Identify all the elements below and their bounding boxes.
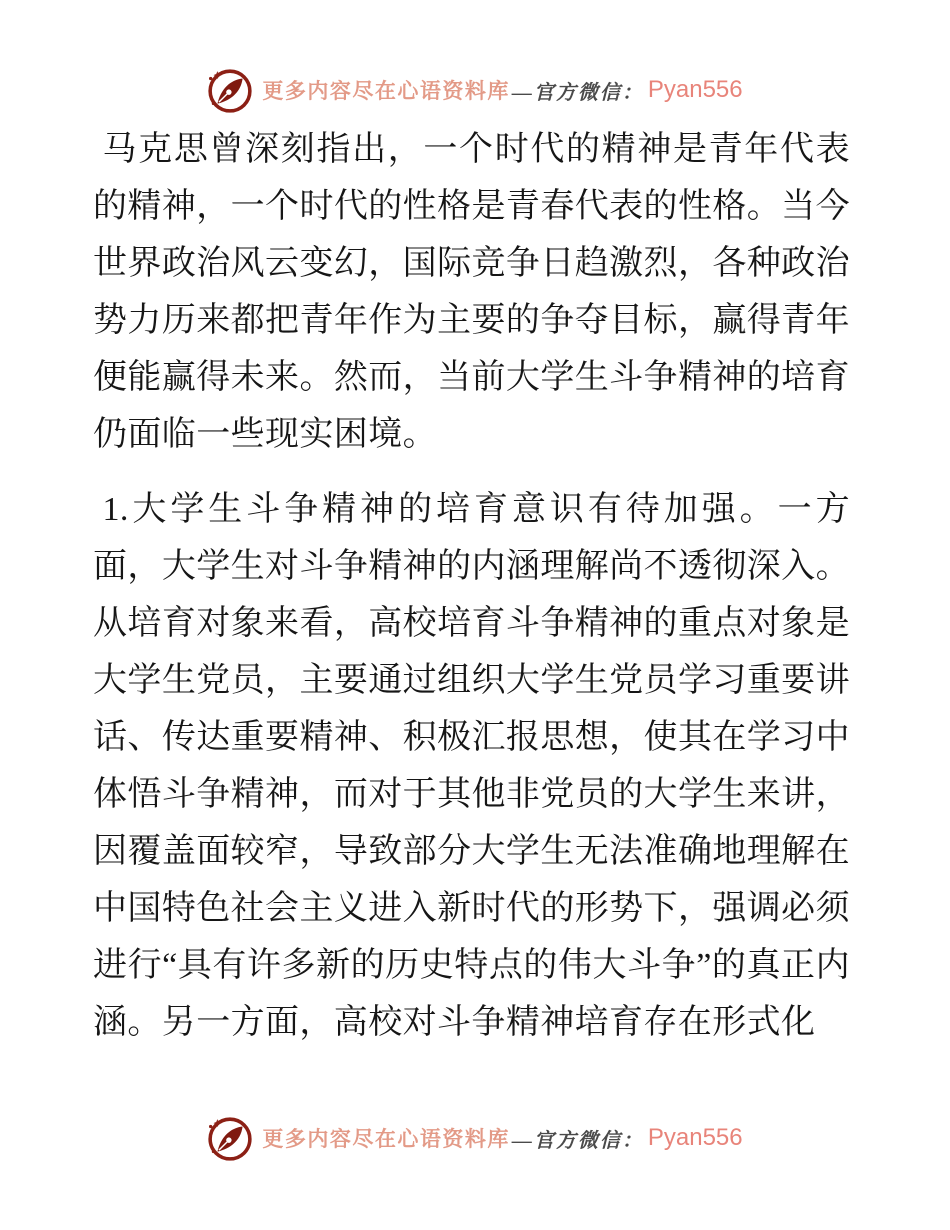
paragraph-point-1: 1.大学生斗争精神的培育意识有待加强。一方面，大学生对斗争精神的内涵理解尚不透彻深入。从培育对象来看，高校培育斗争精神的重点对象是大学生党员，主要通过组织大学生党员学习重要讲话、传达重要精神、积极汇报思想，使其在学习中体悟斗争精神，而对于其他非党员的大学生来讲，因覆盖面较窄，导致部分大学生无法准确地理解在中国特色社会主义进入新时代的形势下，强调必须进行“具有许多新的历史特点的伟大斗争”的真正内涵。另一方面，高校对斗争精神培育存在形式化 [93, 491, 850, 1041]
pen-nib-swirl-icon [207, 1112, 253, 1164]
footer-watermark [0, 1112, 950, 1164]
document-body [93, 121, 850, 1051]
paragraph-intro: 马克思曾深刻指出，一个时代的精神是青年代表的精神，一个时代的性格是青春代表的性格。当今世界政治风云变幻，国际竞争日趋激烈，各种政治势力历来都把青年作为主要的争夺目标，赢得青年便能赢得未来。然而，当前大学生斗争精神的培育仍面临一些现实困境。 [93, 131, 850, 453]
watermark-wechat-id: Pyan556 [647, 1124, 743, 1151]
header-watermark [0, 64, 950, 116]
pen-nib-swirl-icon [207, 64, 253, 116]
watermark-wechat-label: —官方微信： [511, 81, 644, 104]
watermark-wechat-id: Pyan556 [647, 76, 743, 103]
watermark-wechat-label: —官方微信： [511, 1129, 644, 1152]
watermark-brand-text: 更多内容尽在心语资料库 [262, 1127, 510, 1151]
watermark-brand-text: 更多内容尽在心语资料库 [262, 79, 510, 103]
